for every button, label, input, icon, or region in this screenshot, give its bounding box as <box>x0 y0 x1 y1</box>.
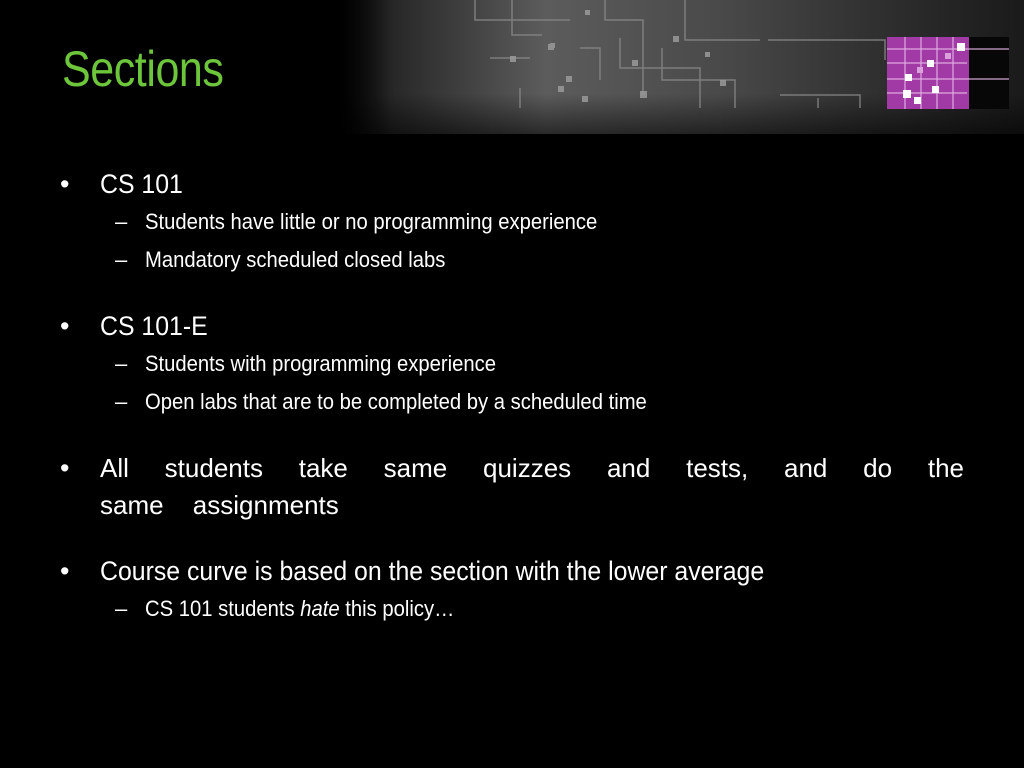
bullet-text: CS 101 <box>100 169 183 199</box>
sub-bullet-text: Mandatory scheduled closed labs <box>145 247 446 272</box>
bullet-text: All students take same quizzes and tests, and do the same assignments <box>100 453 964 520</box>
sub-bullet-marker: – <box>115 247 128 272</box>
sub-bullet-marker: – <box>115 351 128 376</box>
sub-bullet-item <box>60 383 964 421</box>
bullet-text: Course curve is based on the section with the lower average <box>100 556 765 586</box>
bullet-item <box>60 553 964 590</box>
bullet-marker: • <box>60 453 70 483</box>
sub-bullet-marker: – <box>115 209 128 234</box>
bullet-marker: • <box>60 169 70 199</box>
bullet-marker: • <box>60 311 70 341</box>
sub-bullet-item <box>60 345 964 383</box>
emphasis-text: hate <box>300 596 340 621</box>
bullet-marker: • <box>60 556 70 586</box>
sub-bullet-text: Students with programming experience <box>145 351 497 376</box>
sub-bullet-item <box>60 590 964 628</box>
sub-bullet-text-before: CS 101 students <box>145 596 301 621</box>
sub-bullet-item <box>60 203 964 241</box>
slide-title: Sections <box>62 41 224 97</box>
sub-bullet-text-after: this policy… <box>339 596 455 621</box>
bullet-item <box>60 166 964 203</box>
sub-bullet-item <box>60 241 964 279</box>
sub-bullet-text: Open labs that are to be completed by a scheduled time <box>145 389 647 414</box>
sub-bullet-marker: – <box>115 596 128 621</box>
bullet-item <box>60 450 964 524</box>
bullet-text: CS 101-E <box>100 311 208 341</box>
sub-bullet-text: Students have little or no programming experience <box>145 209 598 234</box>
bullet-item <box>60 308 964 345</box>
sub-bullet-text <box>145 590 454 628</box>
bullet-list <box>60 166 964 628</box>
logo-grid-icon <box>887 37 1009 109</box>
sub-bullet-marker: – <box>115 389 128 414</box>
